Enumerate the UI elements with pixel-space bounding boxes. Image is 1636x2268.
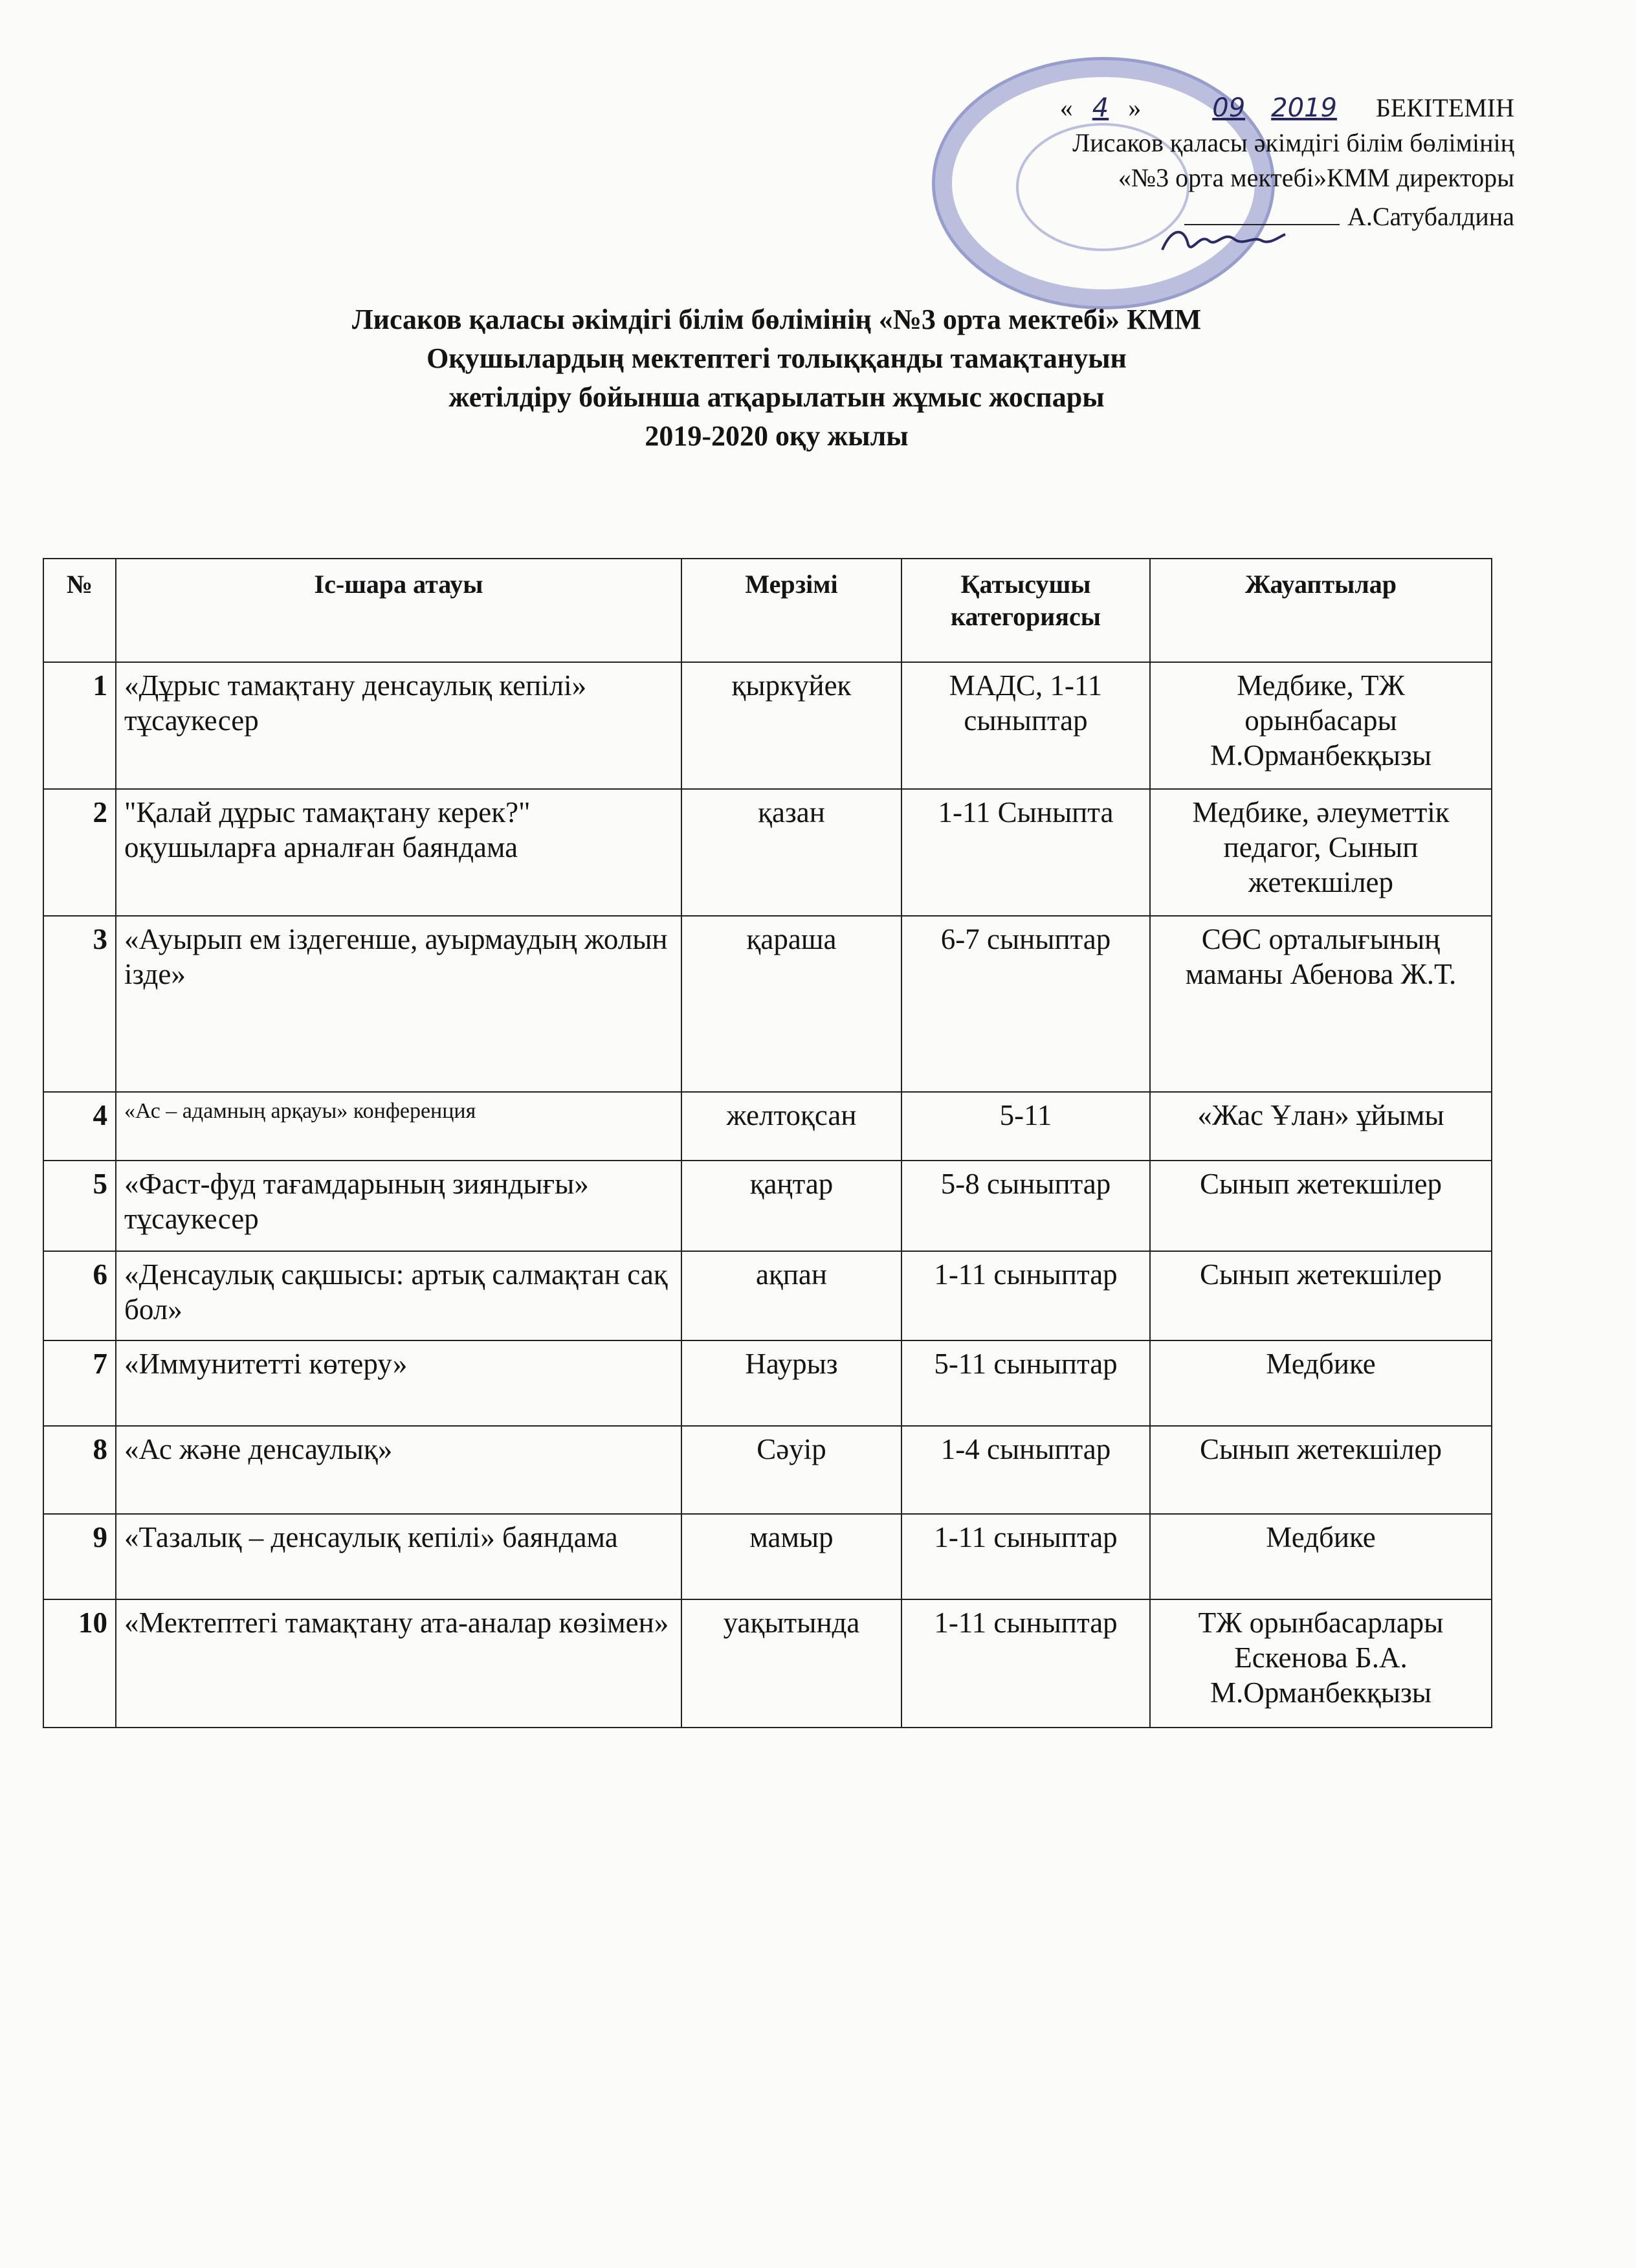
event-term: Сәуір bbox=[681, 1426, 901, 1514]
event-category: 1-11 Сыныпта bbox=[901, 789, 1150, 916]
event-responsible: Медбике bbox=[1150, 1514, 1492, 1599]
title-line-1: Лисаков қаласы әкімдігі білім бөлімінің «№3 орта мектебі» КММ bbox=[351, 304, 1202, 335]
work-plan-table bbox=[43, 558, 1492, 1728]
event-category: 1-11 сыныптар bbox=[901, 1514, 1150, 1599]
event-term: уақытында bbox=[681, 1599, 901, 1728]
header-event-name: Іс-шара атауы bbox=[116, 559, 681, 662]
event-category: 6-7 сыныптар bbox=[901, 916, 1150, 1092]
row-number: 4 bbox=[43, 1092, 116, 1161]
row-number: 6 bbox=[43, 1251, 116, 1340]
event-name: «Фаст-фуд тағамдарының зияндығы» тұсаукесер bbox=[116, 1161, 681, 1251]
event-responsible: Сынып жетекшілер bbox=[1150, 1161, 1492, 1251]
event-category: 1-11 сыныптар bbox=[901, 1251, 1150, 1340]
event-category: 1-4 сыныптар bbox=[901, 1426, 1150, 1514]
event-term: Наурыз bbox=[681, 1340, 901, 1426]
event-responsible: ТЖ орынбасарлары Ескенова Б.А. М.Орманбекқызы bbox=[1150, 1599, 1492, 1728]
table-row bbox=[43, 1514, 1492, 1599]
document-title bbox=[162, 300, 1391, 456]
event-term: қыркүйек bbox=[681, 662, 901, 789]
title-line-2: Оқушылардың мектептегі толыққанды тамақтануын bbox=[426, 342, 1127, 374]
event-name: «Тазалық – денсаулық кепілі» баяндама bbox=[116, 1514, 681, 1599]
table-row bbox=[43, 1426, 1492, 1514]
director-name: А.Сатубалдина bbox=[1347, 202, 1514, 231]
event-name: «Мектептегі тамақтану ата-аналар көзімен» bbox=[116, 1599, 681, 1728]
approval-date-line bbox=[893, 91, 1514, 126]
approval-line-1: Лисаков қаласы әкімдігі білім бөлімінің bbox=[1072, 128, 1514, 157]
approve-word: БЕКІТЕМІН bbox=[1375, 93, 1514, 122]
event-name: «Ас – адамның арқауы» конференция bbox=[116, 1092, 681, 1161]
row-number: 3 bbox=[43, 916, 116, 1092]
event-name: «Ауырып ем іздегенше, ауырмаудың жолын ізде» bbox=[116, 916, 681, 1092]
row-number: 5 bbox=[43, 1161, 116, 1251]
event-name: "Қалай дұрыс тамақтану керек?" оқушыларға арналған баяндама bbox=[116, 789, 681, 916]
header-responsible: Жауаптылар bbox=[1150, 559, 1492, 662]
table-row bbox=[43, 789, 1492, 916]
event-name: «Денсаулық сақшысы: артық салмақтан сақ бол» bbox=[116, 1251, 681, 1340]
event-responsible: «Жас Ұлан» ұйымы bbox=[1150, 1092, 1492, 1161]
event-category: МАДС, 1-11 сыныптар bbox=[901, 662, 1150, 789]
event-category: 5-11 bbox=[901, 1092, 1150, 1161]
table-row bbox=[43, 1251, 1492, 1340]
date-year: 2019 bbox=[1271, 93, 1337, 123]
table-header-row bbox=[43, 559, 1492, 662]
event-responsible: Медбике, ТЖ орынбасары М.Орманбекқызы bbox=[1150, 662, 1492, 789]
date-month: 09 bbox=[1212, 93, 1246, 123]
event-name: «Ас және денсаулық» bbox=[116, 1426, 681, 1514]
event-category: 5-11 сыныптар bbox=[901, 1340, 1150, 1426]
row-number: 9 bbox=[43, 1514, 116, 1599]
event-term: мамыр bbox=[681, 1514, 901, 1599]
table-row bbox=[43, 1599, 1492, 1728]
table-row bbox=[43, 1340, 1492, 1426]
event-term: қаңтар bbox=[681, 1161, 901, 1251]
event-responsible: СӨС орталығының маманы Абенова Ж.Т. bbox=[1150, 916, 1492, 1092]
event-responsible: Сынып жетекшілер bbox=[1150, 1426, 1492, 1514]
approval-block bbox=[893, 91, 1514, 234]
event-term: қараша bbox=[681, 916, 901, 1092]
date-day: 4 bbox=[1092, 93, 1109, 123]
row-number: 2 bbox=[43, 789, 116, 916]
approval-line-2: «№3 орта мектебі»КММ директоры bbox=[1118, 163, 1514, 192]
date-mid-quote: » bbox=[1128, 93, 1142, 122]
table-row bbox=[43, 916, 1492, 1092]
row-number: 10 bbox=[43, 1599, 116, 1728]
event-name: «Дұрыс тамақтану денсаулық кепілі» тұсаукесер bbox=[116, 662, 681, 789]
header-term: Мерзімі bbox=[681, 559, 901, 662]
event-responsible: Сынып жетекшілер bbox=[1150, 1251, 1492, 1340]
date-open-quote: « bbox=[1059, 93, 1073, 122]
event-category: 1-11 сыныптар bbox=[901, 1599, 1150, 1728]
event-term: қазан bbox=[681, 789, 901, 916]
event-name: «Иммунитетті көтеру» bbox=[116, 1340, 681, 1426]
title-line-3: жетілдіру бойынша атқарылатын жұмыс жоспары bbox=[448, 381, 1105, 413]
event-term: ақпан bbox=[681, 1251, 901, 1340]
title-line-4: 2019-2020 оқу жылы bbox=[645, 420, 909, 452]
event-category: 5-8 сыныптар bbox=[901, 1161, 1150, 1251]
event-responsible: Медбике bbox=[1150, 1340, 1492, 1426]
row-number: 1 bbox=[43, 662, 116, 789]
header-number: № bbox=[43, 559, 116, 662]
table-row bbox=[43, 1092, 1492, 1161]
handwritten-signature bbox=[1158, 221, 1288, 260]
event-term: желтоқсан bbox=[681, 1092, 901, 1161]
table-row bbox=[43, 1161, 1492, 1251]
header-category: Қатысушы категориясы bbox=[901, 559, 1150, 662]
table-row bbox=[43, 662, 1492, 789]
row-number: 8 bbox=[43, 1426, 116, 1514]
row-number: 7 bbox=[43, 1340, 116, 1426]
event-responsible: Медбике, әлеуметтік педагог, Сынып жетекшілер bbox=[1150, 789, 1492, 916]
